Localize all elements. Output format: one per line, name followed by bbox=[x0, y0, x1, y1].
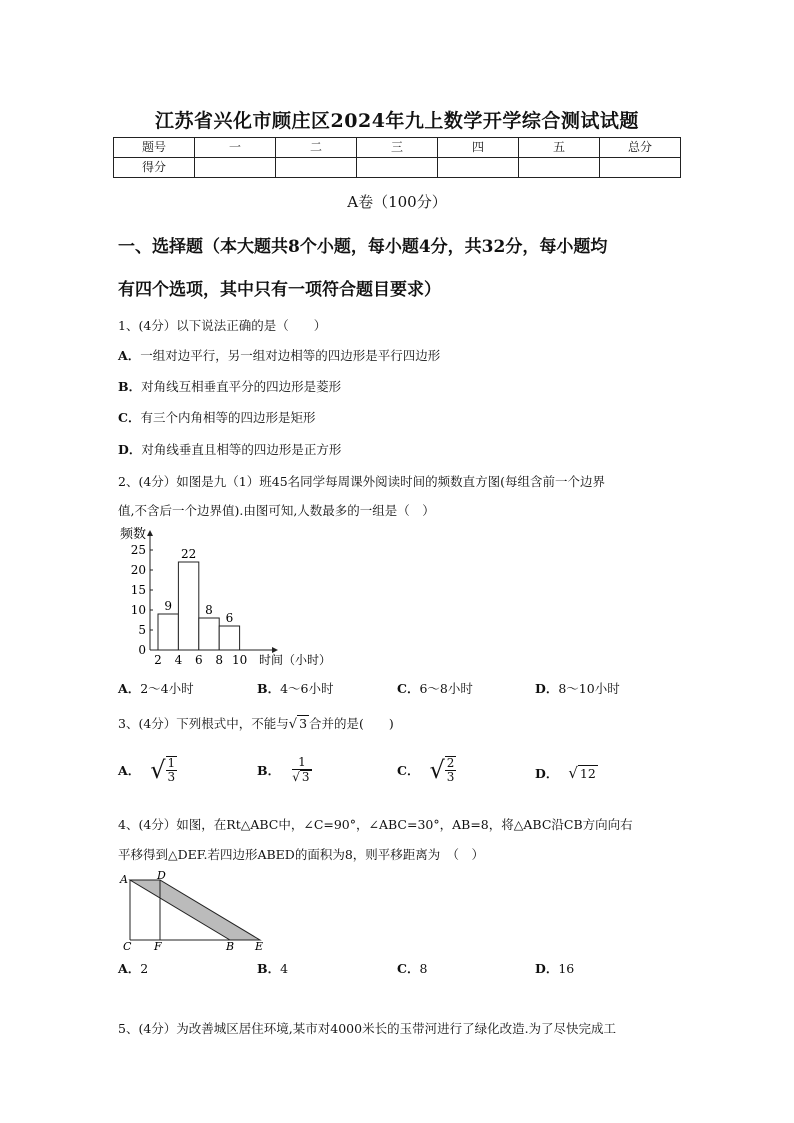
score-cell[interactable] bbox=[357, 158, 438, 178]
option-label: C． bbox=[397, 763, 420, 779]
option-text: 8 bbox=[419, 961, 428, 976]
question-2-option-d bbox=[535, 679, 620, 697]
score-row-label: 得分 bbox=[114, 158, 195, 178]
numerator: 2 bbox=[446, 756, 455, 770]
score-table-header-row bbox=[114, 138, 681, 158]
y-axis-arrow bbox=[147, 530, 153, 536]
y-tick-label: 20 bbox=[130, 563, 146, 577]
option-label: D． bbox=[535, 681, 559, 696]
fraction bbox=[445, 756, 457, 784]
bar-value-label: 8 bbox=[205, 603, 213, 617]
sqrt-sign: √ bbox=[150, 756, 166, 785]
option-label: A． bbox=[118, 681, 141, 696]
score-table-score-row bbox=[114, 158, 681, 178]
denominator: 3 bbox=[301, 770, 310, 785]
option-label: A． bbox=[118, 348, 141, 363]
question-3-option-a bbox=[118, 756, 177, 784]
y-tick-label: 25 bbox=[130, 543, 146, 557]
question-4-option-a bbox=[118, 959, 148, 977]
question-4-option-b bbox=[257, 959, 288, 977]
denominator-radical: √ 3 bbox=[292, 770, 310, 785]
fraction bbox=[292, 756, 312, 784]
section-heading-line2: 有四个选项，其中只有一项符合题目要求） bbox=[118, 280, 441, 300]
option-label: B． bbox=[257, 961, 281, 976]
option-text: 对角线垂直且相等的四边形是正方形 bbox=[141, 442, 342, 457]
option-text: 一组对边平行，另一组对边相等的四边形是平行四边形 bbox=[140, 348, 441, 363]
option-label: D． bbox=[118, 442, 142, 457]
sqrt-sign: √ bbox=[288, 717, 298, 732]
question-3-option-c bbox=[397, 756, 456, 784]
option-label: D． bbox=[535, 766, 559, 781]
score-table-header-cell: 题号 bbox=[114, 138, 195, 158]
score-cell[interactable] bbox=[519, 158, 600, 178]
option-text: 16 bbox=[558, 961, 575, 976]
histogram-bar bbox=[158, 614, 178, 650]
score-table bbox=[113, 137, 681, 178]
x-tick-label: 8 bbox=[215, 653, 224, 667]
option-text: 2 bbox=[140, 961, 149, 976]
radicand: 12 bbox=[579, 766, 596, 781]
option-label: C． bbox=[397, 681, 420, 696]
option-label: C． bbox=[118, 410, 141, 425]
numerator: 1 bbox=[292, 756, 312, 770]
histogram-bar bbox=[199, 618, 219, 650]
frequency-histogram bbox=[112, 522, 352, 672]
chart-xlabel: 时间（小时） bbox=[259, 653, 332, 667]
option-label: B． bbox=[257, 681, 281, 696]
question-3-radicand: 3 bbox=[299, 716, 308, 731]
x-tick-label: 10 bbox=[231, 653, 248, 667]
chart-ylabel: 频数 bbox=[120, 527, 147, 542]
question-1-option-b bbox=[118, 377, 341, 395]
score-cell[interactable] bbox=[438, 158, 519, 178]
question-3-option-d bbox=[535, 764, 598, 782]
point-label-f: F bbox=[154, 940, 162, 952]
option-text: 对角线互相垂直平分的四边形是菱形 bbox=[141, 379, 342, 394]
question-4-option-c bbox=[397, 959, 427, 977]
point-label-e: E bbox=[255, 940, 264, 952]
question-4-stem-line1: 4、(4分）如图，在Rt△ABC中，∠C=90°，∠ABC=30°，AB=8，将△ABC沿CB方向向右 bbox=[118, 817, 633, 832]
option-text: 4 bbox=[280, 961, 289, 976]
denominator: 3 bbox=[446, 770, 455, 785]
option-text: 有三个内角相等的四边形是矩形 bbox=[140, 410, 316, 425]
question-1-option-a bbox=[118, 346, 440, 364]
y-tick-label: 10 bbox=[130, 603, 146, 617]
bar-value-label: 22 bbox=[180, 547, 197, 561]
score-table-header-cell: 五 bbox=[519, 138, 600, 158]
score-cell[interactable] bbox=[600, 158, 681, 178]
score-table-header-cell: 二 bbox=[276, 138, 357, 158]
question-4-stem-line2: 平移得到△DEF.若四边形ABED的面积为8，则平移距离为 （ ） bbox=[118, 847, 485, 862]
option-label: B． bbox=[118, 379, 142, 394]
option-text: 6～8小时 bbox=[419, 681, 473, 696]
section-heading-line1: 一、选择题（本大题共8个小题，每小题4分，共32分，每小题均 bbox=[118, 237, 608, 257]
question-1-option-c bbox=[118, 408, 315, 426]
x-tick-label: 6 bbox=[194, 653, 203, 667]
numerator: 1 bbox=[167, 756, 176, 770]
option-label: A． bbox=[118, 961, 141, 976]
histogram-bar bbox=[178, 562, 198, 650]
sqrt-sign: √ bbox=[568, 764, 578, 782]
page-title: 江苏省兴化市顾庄区2024年九上数学开学综合测试试题 bbox=[155, 110, 639, 132]
option-label: D． bbox=[535, 961, 559, 976]
y-tick-label: 5 bbox=[138, 623, 146, 637]
score-table-header-cell: 一 bbox=[195, 138, 276, 158]
option-label: C． bbox=[397, 961, 420, 976]
option-text: 8～10小时 bbox=[558, 681, 620, 696]
question-4-option-d bbox=[535, 959, 574, 977]
bar-value-label: 9 bbox=[164, 599, 173, 613]
shaded-quadrilateral-abed bbox=[130, 880, 260, 940]
option-label: A． bbox=[118, 763, 141, 779]
point-label-d: D bbox=[157, 869, 166, 882]
question-1-option-d bbox=[118, 440, 341, 458]
score-table-header-cell: 总分 bbox=[600, 138, 681, 158]
score-table-header-cell: 三 bbox=[357, 138, 438, 158]
x-tick-label: 4 bbox=[174, 653, 183, 667]
point-label-b: B bbox=[226, 940, 235, 952]
point-label-c: C bbox=[123, 940, 132, 952]
question-2-stem-line1: 2、(4分）如图是九（1）班45名同学每周课外阅读时间的频数直方图(每组含前一个边界 bbox=[118, 474, 606, 489]
point-label-a: A bbox=[120, 873, 128, 886]
question-2-option-b bbox=[257, 679, 333, 697]
histogram-bar bbox=[219, 626, 239, 650]
option-text: 2～4小时 bbox=[140, 681, 194, 696]
sqrt-sign: √ bbox=[429, 756, 445, 785]
bar-value-label: 6 bbox=[225, 611, 234, 625]
question-2-option-c bbox=[397, 679, 473, 697]
question-2-option-a bbox=[118, 679, 194, 697]
question-3-stem-pre: 3、(4分）下列根式中，不能与 bbox=[118, 716, 289, 731]
question-3-option-b bbox=[257, 756, 312, 784]
question-5-stem-line1: 5、(4分）为改善城区居住环境,某市对4000米长的玉带河进行了绿化改造.为了尽快完成工 bbox=[118, 1021, 617, 1036]
y-tick-label: 15 bbox=[130, 583, 146, 597]
triangle-translation-figure bbox=[112, 868, 272, 952]
option-label: B． bbox=[257, 763, 281, 779]
paper-subtitle: A卷（100分） bbox=[347, 193, 447, 211]
y-tick-label: 0 bbox=[138, 643, 146, 657]
question-3-stem bbox=[118, 714, 394, 732]
score-cell[interactable] bbox=[276, 158, 357, 178]
score-cell[interactable] bbox=[195, 158, 276, 178]
question-3-stem-post: 合并的是( ) bbox=[309, 716, 394, 731]
fraction bbox=[166, 756, 178, 784]
option-text: 4～6小时 bbox=[280, 681, 334, 696]
question-1-stem: 1、(4分）以下说法正确的是（ ） bbox=[118, 318, 327, 333]
x-tick-label: 2 bbox=[154, 653, 162, 667]
question-2-stem-line2: 值,不含后一个边界值).由图可知,人数最多的一组是（ ） bbox=[118, 503, 435, 518]
denominator: 3 bbox=[167, 770, 176, 785]
score-table-header-cell: 四 bbox=[438, 138, 519, 158]
